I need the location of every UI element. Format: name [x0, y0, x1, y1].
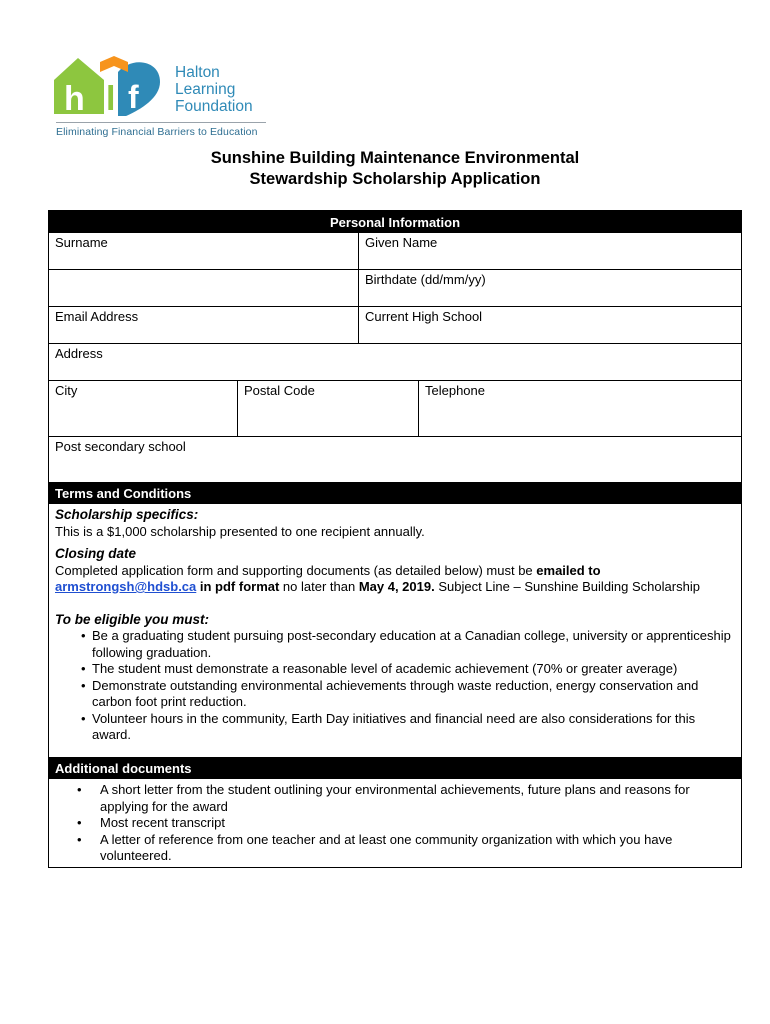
row-name	[49, 233, 741, 269]
closing-text-2: no later than	[279, 579, 359, 594]
specifics-text: This is a $1,000 scholarship presented to one recipient annually.	[55, 523, 425, 539]
eligibility-list	[55, 628, 735, 744]
title-line-1: Sunshine Building Maintenance Environmental	[210, 149, 580, 167]
surname-field[interactable]	[49, 233, 359, 269]
svg-text:h: h	[64, 80, 85, 118]
hlf-logo-mark	[52, 52, 170, 118]
birthdate-label: Birthdate (dd/mm/yy)	[365, 272, 486, 287]
terms-section	[49, 504, 741, 757]
list-item: • Volunteer hours in the community, Earth Day initiatives and financial need are also considerations for this award.	[55, 711, 735, 744]
svg-text:f: f	[128, 79, 139, 115]
list-item: • Demonstrate outstanding environmental achievements through waste reduction, energy conservation and carbon foot print reduction.	[55, 678, 735, 711]
logo-line-3: Foundation	[175, 98, 253, 115]
surname-label: Surname	[55, 235, 108, 250]
address-label: Address	[55, 346, 103, 361]
list-item: • Most recent transcript	[55, 815, 735, 832]
personal-information-header: Personal Information	[49, 211, 741, 233]
contact-email-link[interactable]: armstrongsh@hdsb.ca	[55, 579, 197, 594]
row-email	[49, 306, 741, 343]
given-name-field[interactable]	[359, 233, 741, 269]
closing-heading: Closing date	[55, 546, 137, 561]
logo-tagline: Eliminating Financial Barriers to Education	[56, 122, 266, 138]
svg-text:l: l	[106, 80, 116, 118]
given-name-label: Given Name	[365, 235, 438, 250]
post-secondary-field[interactable]	[49, 437, 741, 482]
high-school-label: Current High School	[365, 309, 483, 324]
closing-text-1: Completed application form and supporting documents (as detailed below) must be	[55, 562, 537, 578]
postal-code-field[interactable]	[238, 381, 419, 436]
row-birthdate	[49, 269, 741, 306]
specifics-heading: Scholarship specifics:	[55, 507, 199, 522]
logo-line-2: Learning	[175, 81, 236, 98]
closing-date: May 4, 2019.	[358, 579, 435, 594]
documents-list	[55, 782, 735, 865]
application-form	[48, 210, 742, 868]
hlf-logo	[52, 52, 267, 142]
closing-text-3: Subject Line – Sunshine Building Scholarship	[434, 579, 700, 594]
row-city	[49, 380, 741, 436]
city-label: City	[55, 383, 78, 398]
postal-code-label: Postal Code	[244, 383, 315, 398]
logo-line-1: Halton	[175, 64, 220, 81]
high-school-field[interactable]	[359, 307, 741, 343]
title-line-2: Stewardship Scholarship Application	[249, 170, 541, 188]
terms-header: Terms and Conditions	[49, 482, 741, 504]
blank-cell	[49, 270, 359, 306]
post-secondary-label: Post secondary school	[55, 439, 186, 454]
list-item: • Be a graduating student pursuing post-secondary education at a Canadian college, university or apprenticeship following graduation.	[55, 628, 735, 661]
telephone-label: Telephone	[425, 383, 485, 398]
row-address	[49, 343, 741, 380]
city-field[interactable]	[49, 381, 238, 436]
closing-text	[55, 563, 735, 596]
birthdate-field[interactable]	[359, 270, 741, 306]
row-post-secondary	[49, 436, 741, 482]
closing-bold-1: emailed to	[536, 562, 601, 578]
list-item: • The student must demonstrate a reasonable level of academic achievement (70% or greater average)	[55, 661, 735, 678]
email-field[interactable]	[49, 307, 359, 343]
logo-wordmark	[175, 64, 253, 115]
eligible-heading: To be eligible you must:	[55, 611, 210, 627]
email-label: Email Address	[55, 309, 139, 324]
additional-documents-section	[49, 779, 741, 867]
additional-documents-header: Additional documents	[49, 757, 741, 779]
list-item: • A short letter from the student outlining your environmental achievements, future plans and reasons for applying for the award	[55, 782, 735, 815]
telephone-field[interactable]	[419, 381, 741, 436]
page-title	[0, 148, 770, 190]
list-item: • A letter of reference from one teacher and at least one community organization with which you have volunteered.	[55, 832, 735, 865]
address-field[interactable]	[49, 344, 741, 380]
closing-bold-2: in pdf format	[196, 579, 280, 594]
